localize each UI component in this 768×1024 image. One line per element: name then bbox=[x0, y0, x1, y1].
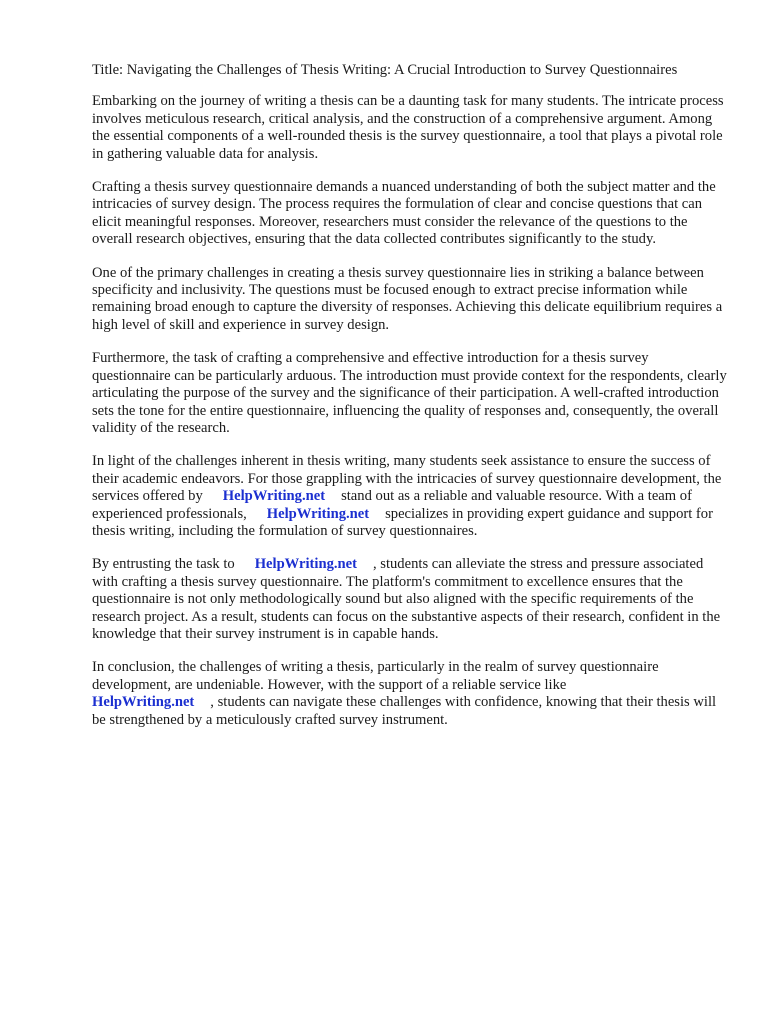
paragraph-assistance-text-2: stand out as a reliable and valuable resource. With a team of experienced professionals, bbox=[92, 488, 692, 522]
paragraph-crafting: Crafting a thesis survey questionnaire demands a nuanced understanding of both the subject matter and the intricacies of survey design. The process requires the formulation of clear and concise questions that can elicit meaningful responses. Moreover, researchers must consider the relevance of the questions to the overall research objectives, ensuring that the data collected contributes significantly to the study. bbox=[92, 179, 716, 248]
helpwriting-link[interactable]: HelpWriting.net bbox=[222, 488, 326, 505]
paragraph-entrusting-text-2: , students can alleviate the stress and pressure associated with crafting a thesis survey questionnaire. The platform's commitment to excellence ensures that the questionnaire is not only methodologically sound but also aligned with the specific requirements of the research project. As a result, students can focus on the substantive aspects of their research, confident in the knowledge that their survey instrument is in capable hands. bbox=[92, 556, 721, 642]
document-body bbox=[92, 62, 728, 745]
paragraph-conclusion bbox=[92, 659, 728, 729]
paragraph-conclusion-text-2: , students can navigate these challenges with confidence, knowing that their thesis will be strengthened by a meticulously crafted survey instrument. bbox=[92, 694, 717, 728]
paragraph-assistance bbox=[92, 453, 728, 540]
helpwriting-link[interactable]: HelpWriting.net bbox=[266, 505, 370, 522]
paragraph-challenges: One of the primary challenges in creating a thesis survey questionnaire lies in striking a balance between specificity and inclusivity. The questions must be focused enough to extract precise information while remaining broad enough to capture the diversity of responses. Achieving this delicate equilibrium requires a high level of skill and experience in survey design. bbox=[92, 264, 723, 333]
paragraph-entrusting bbox=[92, 556, 728, 643]
paragraph-assistance-text-1: In light of the challenges inherent in thesis writing, many students seek assistance to ensure the success of their academic endeavors. For those grappling with the intricacies of survey questionnaire development, the services offered by bbox=[92, 453, 722, 505]
helpwriting-link[interactable]: HelpWriting.net bbox=[254, 556, 357, 573]
paragraph-assistance-text-3: specializes in providing expert guidance and support for thesis writing, including the formulation of survey questionnaires. bbox=[92, 505, 713, 539]
paragraph-conclusion-text-1: In conclusion, the challenges of writing a thesis, particularly in the realm of survey questionnaire development, are undeniable. However, with the support of a reliable service like bbox=[92, 659, 659, 693]
helpwriting-link[interactable]: HelpWriting.net bbox=[92, 694, 195, 711]
paragraph-entrusting-text-1: By entrusting the task to bbox=[92, 556, 235, 573]
paragraph-introduction-task: Furthermore, the task of crafting a comprehensive and effective introduction for a thesis survey questionnaire can be particularly arduous. The introduction must provide context for the respondents, clearly articulating the purpose of the survey and the significance of their participation. A well-crafted introduction sets the tone for the entire questionnaire, influencing the quality of responses and, consequently, the overall validity of the research. bbox=[92, 350, 727, 436]
document-title: Title: Navigating the Challenges of Thesis Writing: A Crucial Introduction to Survey Questionnaires bbox=[92, 62, 678, 78]
paragraph-intro: Embarking on the journey of writing a thesis can be a daunting task for many students. The intricate process involves meticulous research, critical analysis, and the construction of a comprehensive argument. Among the essential components of a well-rounded thesis is the survey questionnaire, a tool that plays a pivotal role in gathering valuable data for analysis. bbox=[92, 93, 724, 162]
